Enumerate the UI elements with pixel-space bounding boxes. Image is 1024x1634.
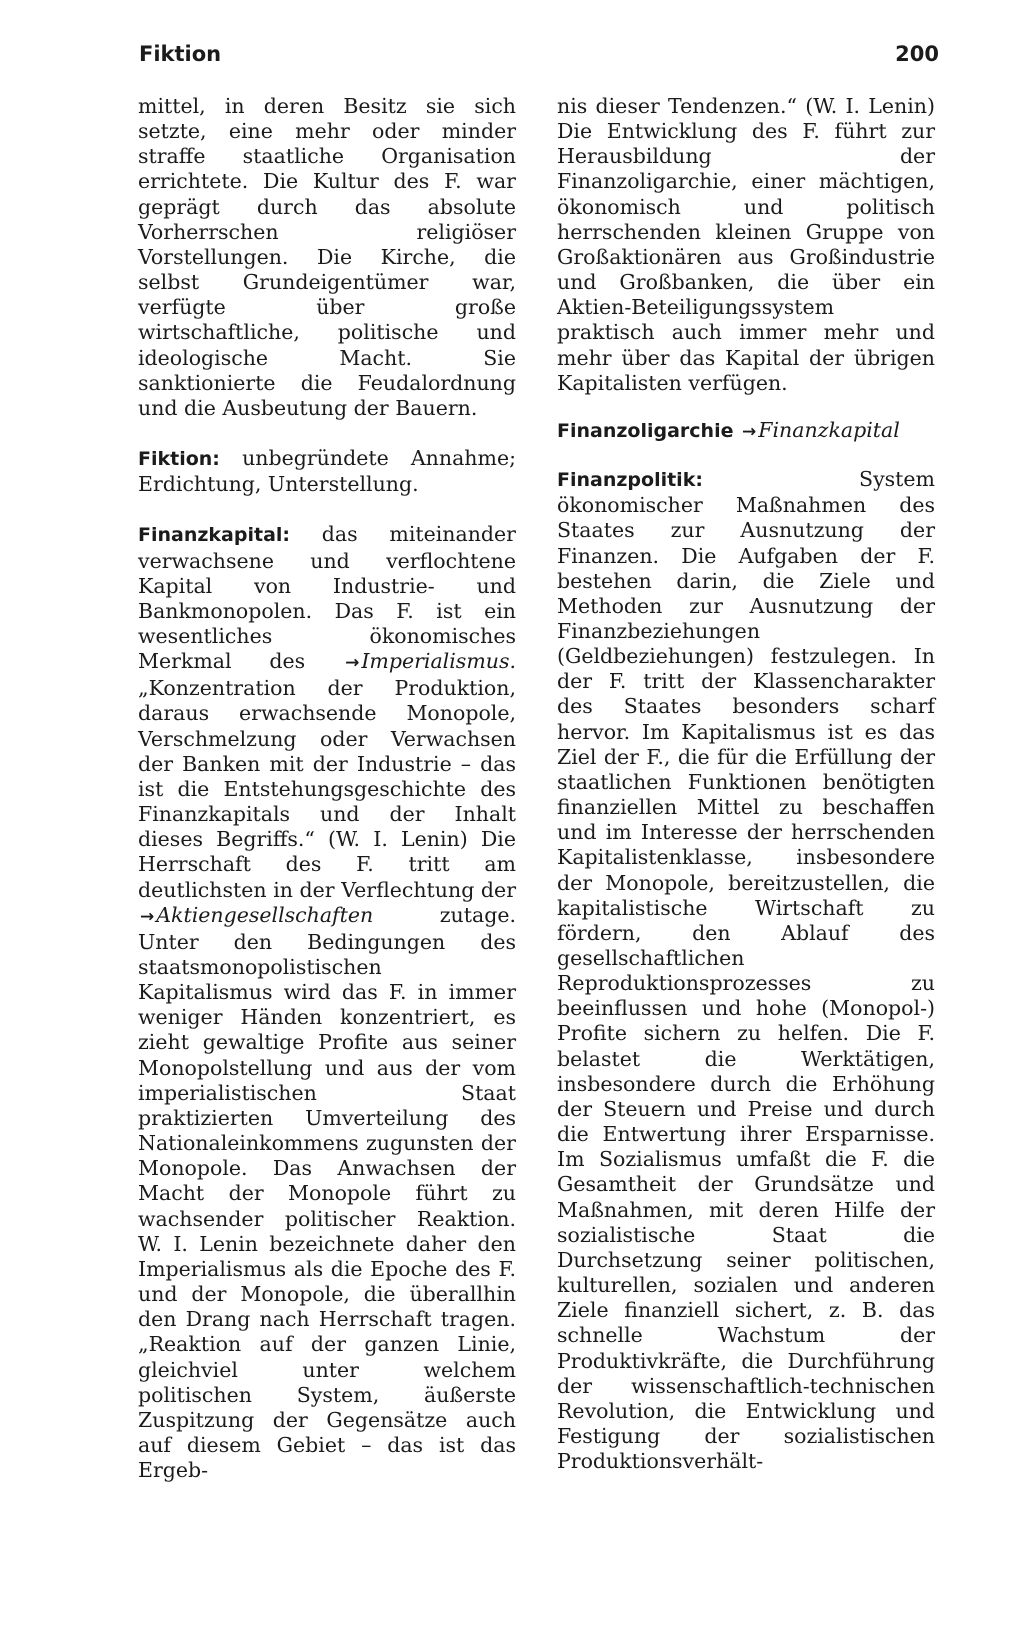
- continued-entry-text: nis dieser Tendenzen.“ (W. I. Lenin) Die Entwicklung des F. führt zur Herausbildung der Finanzoligarchie, einer mächtigen, ökonomisch und politisch herrschenden kleinen Gruppe von Großaktionären aus Großindustrie und Großbanken, die über ein Aktien-Beteiligungssystem praktisch auch immer mehr und mehr über das Kapital der übrigen Kapitalisten verfügen.: [557, 94, 935, 395]
- definition-finanzkapital-part-2: „Konzentration der Produktion, daraus erwachsende Monopole, Verschmelzung oder Verwachsen der Banken mit der Industrie – das ist die Entstehungsgeschichte des Finanzkapitals und der Inhalt dieses Begriffs.“ (W. I. Lenin) Die Herrschaft des F. tritt am deutlichsten in der Verflechtung der: [138, 676, 516, 902]
- lemma-fiktion: Fiktion:: [138, 448, 220, 471]
- cross-reference-arrow-icon: →: [345, 653, 360, 674]
- entry-finanzkapital: [138, 522, 516, 1483]
- lemma-finanzoligarchie: Finanzoligarchie: [557, 419, 734, 442]
- cross-reference-arrow-icon: →: [140, 906, 155, 927]
- cross-reference-arrow-icon: →: [742, 421, 757, 442]
- entry-finanzpolitik: [557, 467, 935, 1474]
- cross-reference-finanzkapital[interactable]: Finanzkapital: [758, 417, 900, 442]
- lemma-finanzkapital: Finanzkapital:: [138, 524, 291, 547]
- entry-fiktion: [138, 446, 516, 497]
- entry-finanzoligarchie: [557, 418, 935, 445]
- head-word: Fiktion: [139, 42, 222, 66]
- definition-finanzpolitik: System ökonomischer Maßnahmen des Staates zur Ausnutzung der Finanzen. Die Aufgaben der F. bestehen darin, die Ziele und Methoden zur Ausnutzung der Finanzbeziehungen (Geldbeziehungen) festzulegen. In der F. tritt der Klassencharakter des Staates besonders scharf hervor. Im Kapitalismus ist es das Ziel der F., die für die Erfüllung der staatlichen Funktionen benötigten finanziellen Mittel zu beschaffen und im Interesse der herrschenden Kapitalistenklasse, insbesondere der Monopole, bereitzustellen, die kapitalistische Wirtschaft zu fördern, den Ablauf des gesellschaftlichen Reproduktionsprozesses zu beeinflussen und hohe (Monopol-) Profite sichern zu helfen. Die F. belastet die Werktätigen, insbesondere durch die Erhöhung der Steuern und Preise und durch die Entwertung ihrer Ersparnisse. Im Sozialismus umfaßt die F. die Gesamtheit der Grundsätze und Maßnahmen, mit deren Hilfe der sozialistische Staat die Durchsetzung seiner politischen, kulturellen, sozialen und anderen Ziele finanziell sichert, z. B. das schnelle Wachstum der Produktivkräfte, die Durchführung der wissenschaftlich-technischen Revolution, die Entwicklung und Festigung der sozialistischen Produktionsverhält-: [557, 467, 935, 1474]
- definition-finanzkapital-part-1: das miteinander verwachsene und verflochtene Kapital von Industrie- und Bankmonopolen. Das F. ist ein wesentliches ökonomisches Merkmal des: [138, 522, 516, 674]
- definition-fiktion: unbegründete Annahme; Erdichtung, Unterstellung.: [138, 446, 516, 497]
- continued-entry-text: mittel, in deren Besitz sie sich setzte, eine mehr oder minder straffe staatliche Organisation errichtete. Die Kultur des F. war geprägt durch das absolute Vorherrschen religiöser Vorstellungen. Die Kirche, die selbst Grundeigentümer war, verfügte über große wirtschaftliche, politische und ideologische Macht. Sie sanktionierte die Feudalordnung und die Ausbeutung der Bauern.: [138, 94, 516, 420]
- page-number: 200: [895, 42, 939, 66]
- cross-reference-imperialismus[interactable]: Imperialismus.: [361, 649, 516, 674]
- definition-finanzkapital-part-3: zutage. Unter den Bedingungen des staatsmonopolistischen Kapitalismus wird das F. in immer weniger Händen konzentriert, es zieht gewaltige Profite aus seiner Monopolstellung und aus der vom imperialistischen Staat praktizierten Umverteilung des Nationaleinkommens zugunsten der Monopole. Das Anwachsen der Macht der Monopole führt zu wachsender politischer Reaktion. W. I. Lenin bezeichnete daher den Imperialismus als die Epoche des F. und der Monopole, die überallhin den Drang nach Herrschaft tragen. „Reaktion auf der ganzen Linie, gleichviel unter welchem politischen System, äußerste Zuspitzung der Gegensätze auch auf diesem Gebiet – das ist das Ergeb-: [138, 902, 516, 1483]
- running-head: [139, 42, 939, 82]
- cross-reference-aktiengesellschaften[interactable]: Aktiengesellschaften: [156, 902, 374, 927]
- left-column: [138, 94, 516, 1483]
- lemma-finanzpolitik: Finanzpolitik:: [557, 469, 703, 492]
- right-column: [557, 94, 935, 1474]
